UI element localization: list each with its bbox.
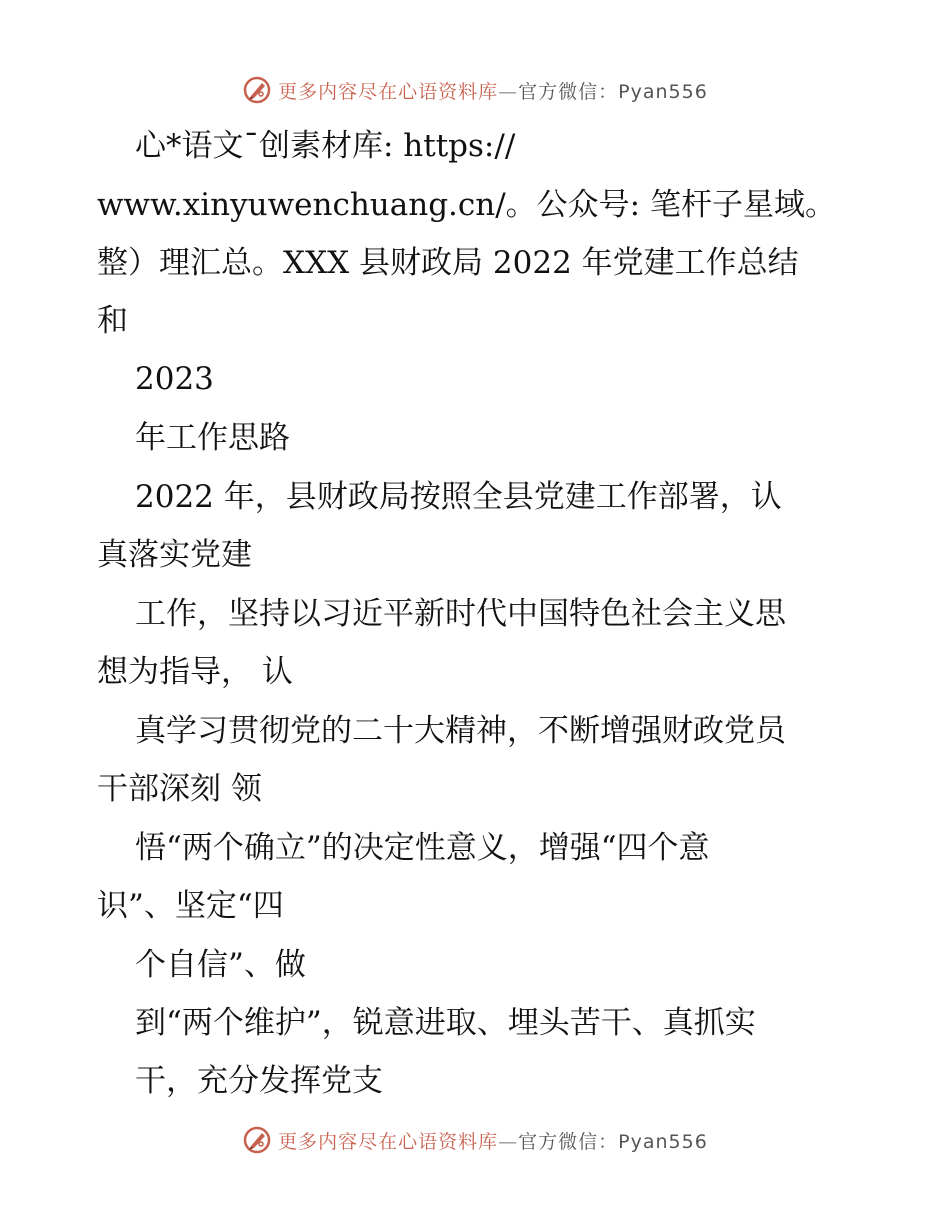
pen-quill-icon bbox=[242, 1125, 272, 1155]
watermark-contact: 官方微信：Pyan556 bbox=[518, 1130, 708, 1153]
text-line: 个自信”、做 bbox=[135, 947, 306, 983]
text-line: 整）理汇总。XXX 县财政局 2022 年党建工作总结 bbox=[97, 245, 799, 281]
text-line: 工作，坚持以习近平新时代中国特色社会主义思 bbox=[135, 596, 786, 632]
watermark-main: 更多内容尽在心语资料库 bbox=[278, 80, 499, 103]
text-line: 年工作思路 bbox=[135, 420, 290, 456]
text-line: 悟“两个确立”的决定性意义，增强“四个意 bbox=[135, 830, 710, 866]
watermark-text bbox=[278, 77, 708, 104]
text-line: 干，充分发挥党支 bbox=[135, 1063, 383, 1099]
text-line: 和 bbox=[97, 303, 128, 339]
watermark-dash: — bbox=[498, 80, 519, 103]
watermark-main: 更多内容尽在心语资料库 bbox=[278, 1130, 499, 1153]
pen-quill-icon bbox=[242, 75, 272, 105]
watermark-text bbox=[278, 1127, 708, 1154]
watermark-banner-top bbox=[0, 72, 950, 108]
text-line: 心*语文¯创素材库: https:// bbox=[135, 128, 516, 164]
text-line: 干部深刻 领 bbox=[97, 771, 262, 807]
watermark-contact: 官方微信：Pyan556 bbox=[518, 80, 708, 103]
text-line: 2023 bbox=[135, 361, 214, 397]
text-line: 2022 年，县财政局按照全县党建工作部署，认 bbox=[135, 479, 782, 515]
text-line: 真学习贯彻党的二十大精神，不断增强财政党员 bbox=[135, 713, 786, 749]
watermark-banner-bottom bbox=[0, 1122, 950, 1158]
text-line: 想为指导， 认 bbox=[97, 654, 293, 690]
text-line: 到“两个维护”，锐意进取、埋头苦干、真抓实 bbox=[135, 1005, 756, 1041]
watermark-content bbox=[242, 1125, 708, 1155]
text-line: 识”、坚定“四 bbox=[97, 888, 284, 924]
text-line: www.xinyuwenchuang.cn/。公众号: 笔杆子星域。 bbox=[97, 187, 836, 223]
text-line: 真落实党建 bbox=[97, 537, 252, 573]
watermark-content bbox=[242, 75, 708, 105]
watermark-dash: — bbox=[498, 1130, 519, 1153]
